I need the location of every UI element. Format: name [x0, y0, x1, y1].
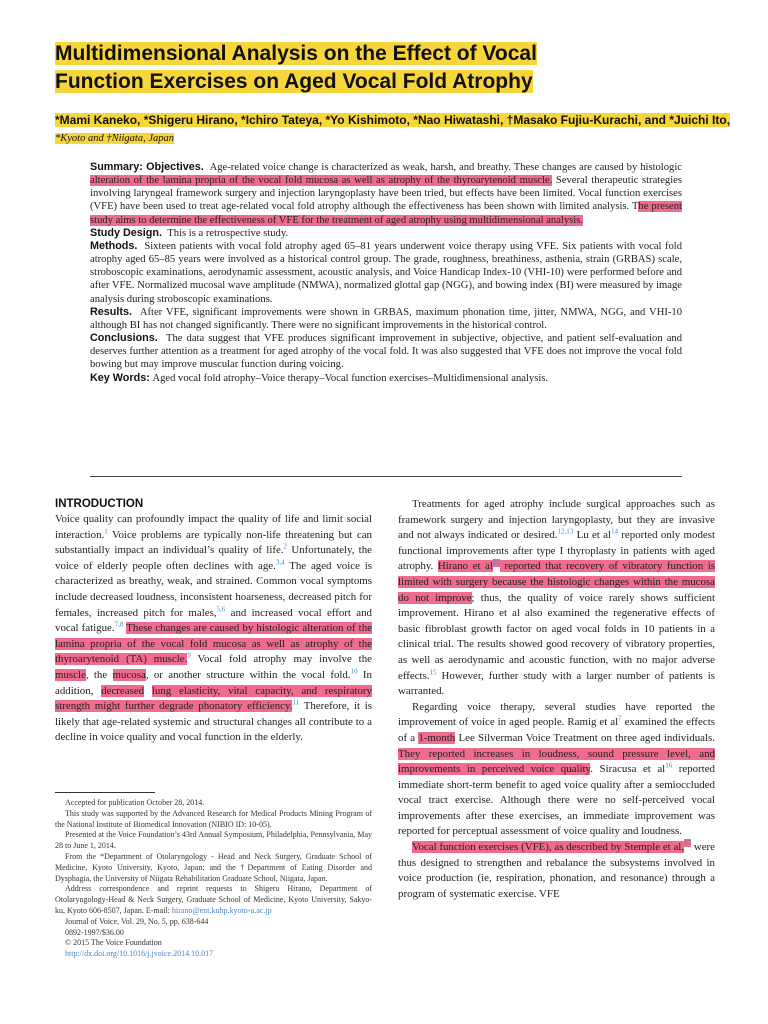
study-design-heading: Study Design.	[90, 226, 162, 239]
intro-text: Voice quality can profoundly impact the quality of life and limit social interaction.	[55, 513, 372, 541]
email-link[interactable]: hirano@ent.kuhp.kyoto-u.ac.jp	[171, 905, 272, 915]
footnote-accepted: Accepted for publication October 28, 2014.	[65, 798, 205, 807]
study-design-text: This is a retrospective study.	[167, 227, 289, 239]
footnotes	[55, 798, 372, 960]
intro-text: Unfortunately, the voice of elderly people often declines with age.	[55, 544, 372, 572]
intro-text	[144, 685, 152, 697]
body-text: However, further study with a larger number of patients is warranted.	[398, 669, 715, 698]
intro-highlight: decreased	[101, 684, 145, 697]
keywords-text: Aged vocal fold atrophy–Voice therapy–Vocal function exercises–Multidimensional analysis.	[152, 372, 549, 384]
title-line-2: Function Exercises on Aged Vocal Fold Atrophy	[55, 70, 533, 93]
doi-link[interactable]: http://dx.doi.org/10.1016/j.jvoice.2014.10.017	[65, 949, 214, 959]
article-title	[55, 40, 735, 96]
citation-ref[interactable]: 15	[492, 558, 500, 567]
footnote-presented: Presented at the Voice Foundation’s 43rd Annual Symposium, Philadelphia, Pennsylvania, May 28 to June 1, 2014.	[55, 830, 372, 851]
citation-ref[interactable]: 7	[618, 714, 622, 723]
results-heading: Results.	[90, 305, 133, 318]
methods-text: Sixteen patients with vocal fold atrophy aged 65–81 years underwent voice therapy using VFE. Six patients with vocal fold atrophy aged 65–85 years were involved as a historical control group. The grade, roughness, breathiness, asthenia, strain (GRBAS) scale, stroboscopic examinations, aerodynamic assessment, acoustic analysis, and Voice Handicap Index-10 (VHI-10) were performed before and after VFE. Normalized mucosal wave amplitude (NMWA), normalized glottal gap (NGG), and bowing index (BI) were measured by image analysis during stroboscopic examinations.	[90, 240, 683, 305]
footnote-divider	[55, 792, 155, 793]
right-paragraph-1	[398, 497, 715, 700]
intro-text: Therefore, it is likely that age-related systemic and structural changes all contribute to a decline in voice quality and vocal function in the elderly.	[55, 700, 373, 744]
citation-ref[interactable]: 15	[429, 667, 437, 676]
author-list	[55, 112, 735, 147]
citation-ref[interactable]: 11	[292, 698, 300, 707]
summary-heading: Summary: Objectives.	[90, 161, 204, 173]
abstract	[90, 161, 682, 385]
footnote-journal: Journal of Voice, Vol. 29, No. 5, pp. 638-644	[65, 916, 209, 926]
conclusions-heading: Conclusions.	[90, 332, 158, 345]
citation-ref[interactable]: 10	[350, 667, 358, 676]
footnote-affiliation: From the *Department of Otolaryngology - Head and Neck Surgery, Graduate School of Medicine, Kyoto University, Kyoto, Japan; and the †Department of Eating Disorder and Dysphagia, the University of Niigata Rehabilitation Graduate School, Niigata, Japan.	[55, 851, 372, 883]
citation-ref[interactable]: 1	[104, 526, 108, 535]
body-text: ; thus, the quality of voice rarely shows sufficient improvement. Hirano et al also examined the regenerative effects of basic fibroblast growth factor on aged vocal folds in 10 patients in a clinical trial. The results showed good recovery of vibratory properties, as well as aerodynamic and acoustic function, with no major adverse effects.	[398, 591, 715, 682]
footnote-doi	[55, 949, 372, 960]
footnote-funding: This study was supported by the Advanced Research for Medical Products Mining Program of the National Institute of Biomedical Innovation (NIBIO ID: 10-05).	[55, 808, 372, 829]
left-column	[55, 497, 372, 746]
abstract-methods	[90, 240, 682, 306]
intro-text: The aged voice is characterized as breathy, weak, and strained. Common vocal symptoms include decreased loudness, inconsistent hoarseness, decreased pitch for females, increased pitch for males,	[55, 559, 372, 619]
summary-text: Age-related voice change is characterized as weak, harsh, and breathy. These changes are caused by histologic	[209, 162, 682, 173]
citation-ref[interactable]: 12,13	[557, 527, 574, 536]
abstract-divider	[90, 476, 682, 477]
title-line-1: Multidimensional Analysis on the Effect of Vocal	[55, 42, 537, 65]
body-text: Lee Silverman Voice Treatment on three aged individuals.	[455, 731, 715, 744]
citation-ref[interactable]: 5,6	[216, 604, 226, 613]
citation-ref[interactable]: 9	[187, 651, 191, 660]
body-text: reported only modest functional improvements after type I thyroplasty in patients with aged atrophy.	[398, 529, 715, 573]
introduction-paragraph	[55, 512, 372, 746]
citation-ref[interactable]: 3,4	[275, 558, 285, 567]
author-affiliation: *Kyoto and †Niigata, Japan	[55, 133, 174, 144]
results-text: After VFE, significant improvements were shown in GRBAS, maximum phonation time, jitter, NMWA, NGG, and VHI-10 although BI has not changed significantly. There were no significant improvements in the historical control.	[90, 306, 683, 331]
intro-text: , or another structure within the vocal fold.	[145, 668, 351, 681]
abstract-study-design	[90, 227, 682, 240]
intro-highlight: muscle	[55, 668, 86, 681]
author-names: *Mami Kaneko, *Shigeru Hirano, *Ichiro Tateya, *Yo Kishimoto, *Nao Hiwatashi, †Masako Fujiu-Kurachi, and *Juichi Ito,	[55, 113, 731, 127]
citation-ref[interactable]: 17	[684, 839, 692, 848]
keywords-heading: Key Words:	[90, 371, 150, 384]
intro-text: , the	[85, 668, 113, 681]
abstract-conclusions	[90, 332, 682, 371]
body-text: Treatments for aged atrophy include surgical approaches such as framework surgery and injection laryngoplasty, but they are invasive and not always indicated or desired.	[398, 498, 715, 542]
body-text: were thus designed to strengthen and rebalance the subsystems involved in voice production (ie, respiration, phonation, and resonance) through a program of systematic exercise. VFE	[398, 841, 715, 900]
body-text: Regarding voice therapy, several studies have reported the improvement of voice in aged people. Ramig et al	[398, 700, 715, 729]
intro-text: Voice problems are typically non-life threatening but can substantially impact an individual’s quality of life.	[55, 528, 372, 557]
intro-text: In addition,	[55, 668, 372, 697]
body-text: Lu et al	[573, 529, 611, 542]
introduction-heading: INTRODUCTION	[55, 498, 144, 510]
citation-ref[interactable]: 7,8	[114, 620, 124, 629]
body-text: examined the effects of a	[398, 716, 715, 744]
right-paragraph-3	[398, 840, 715, 902]
right-column	[398, 497, 715, 902]
methods-heading: Methods.	[90, 239, 138, 252]
body-text: reported immediate short-term benefit to aged voice quality after a semioccluded vocal tract exercise. Although there were no self-perceived vocal improvements after these exercises, an immediate improvement was reported for perceptual assessment of voice quality and loudness.	[398, 763, 715, 838]
abstract-summary	[90, 161, 682, 227]
citation-ref[interactable]: 16	[665, 761, 673, 770]
intro-highlight: lung elasticity, vital capacity, and respiratory strength might further degrade phonatory efficiency.	[55, 684, 372, 713]
conclusions-text: The data suggest that VFE produces significant improvement in subjective, objective, and patient self-evaluation and deserves further attention as a treatment for aged atrophy of the vocal fold. It was also suggested that VFE does not improve the vocal fold bowing but may improve muscular function during voicing.	[90, 333, 682, 371]
body-highlight: They reported increases in loudness, sound pressure level, and improvements in perceived voice quality	[398, 747, 715, 776]
citation-ref[interactable]: 2	[283, 542, 288, 551]
body-highlight: Vocal function exercises (VFE), as described by Stemple et al,	[412, 841, 685, 854]
citation-ref[interactable]: 14	[611, 527, 618, 536]
body-text: . Siracusa et al	[590, 763, 666, 776]
summary-text-2: Several therapeutic strategies involving laryngeal framework surgery and injection laryngoplasty have been tried, but effects have been limited. Vocal function exercises (VFE) have been used to treat age-related vocal fold atrophy although the effectiveness has been shown with limited analysis. T	[90, 175, 682, 213]
intro-text: Vocal fold atrophy may involve the	[190, 653, 372, 666]
summary-highlight-2: he present study aims to determine the effectiveness of VFE for the treatment of aged atrophy using multidimensional analysis.	[90, 201, 682, 226]
summary-highlight: alteration of the lamina propria of the vocal fold mucosa as well as atrophy of the thyroarytenoid muscle.	[90, 175, 553, 187]
body-highlight: reported that recovery of vibratory function is limited with surgery because the histologic changes within the mucosa do not improve	[398, 560, 716, 604]
intro-text: and increased vocal effort and vocal fatigue.	[55, 606, 372, 635]
footnote-correspondence	[55, 884, 372, 916]
abstract-results	[90, 306, 682, 332]
body-highlight: Hirano et al	[437, 560, 493, 573]
right-paragraph-2	[398, 700, 715, 840]
footnote-issn: 0892-1997/$36.00	[65, 927, 124, 937]
intro-highlight: These changes are caused by histologic alteration of the lamina propria of the vocal fold mucosa as well as atrophy of the thyroarytenoid (TA) muscle.	[55, 622, 372, 666]
intro-highlight: mucosa	[112, 668, 146, 681]
abstract-keywords	[90, 372, 682, 385]
correspondence-text: Address correspondence and reprint requests to Shigeru Hirano, Department of Otolaryngology-Head & Neck Surgery, Graduate School of Medicine, Kyoto University, Sakyo-ku, Kyoto 606-8507, Japan. E-mail:	[55, 884, 372, 915]
body-highlight: 1-month	[418, 731, 456, 744]
footnote-copyright: © 2015 The Voice Foundation	[65, 938, 162, 948]
